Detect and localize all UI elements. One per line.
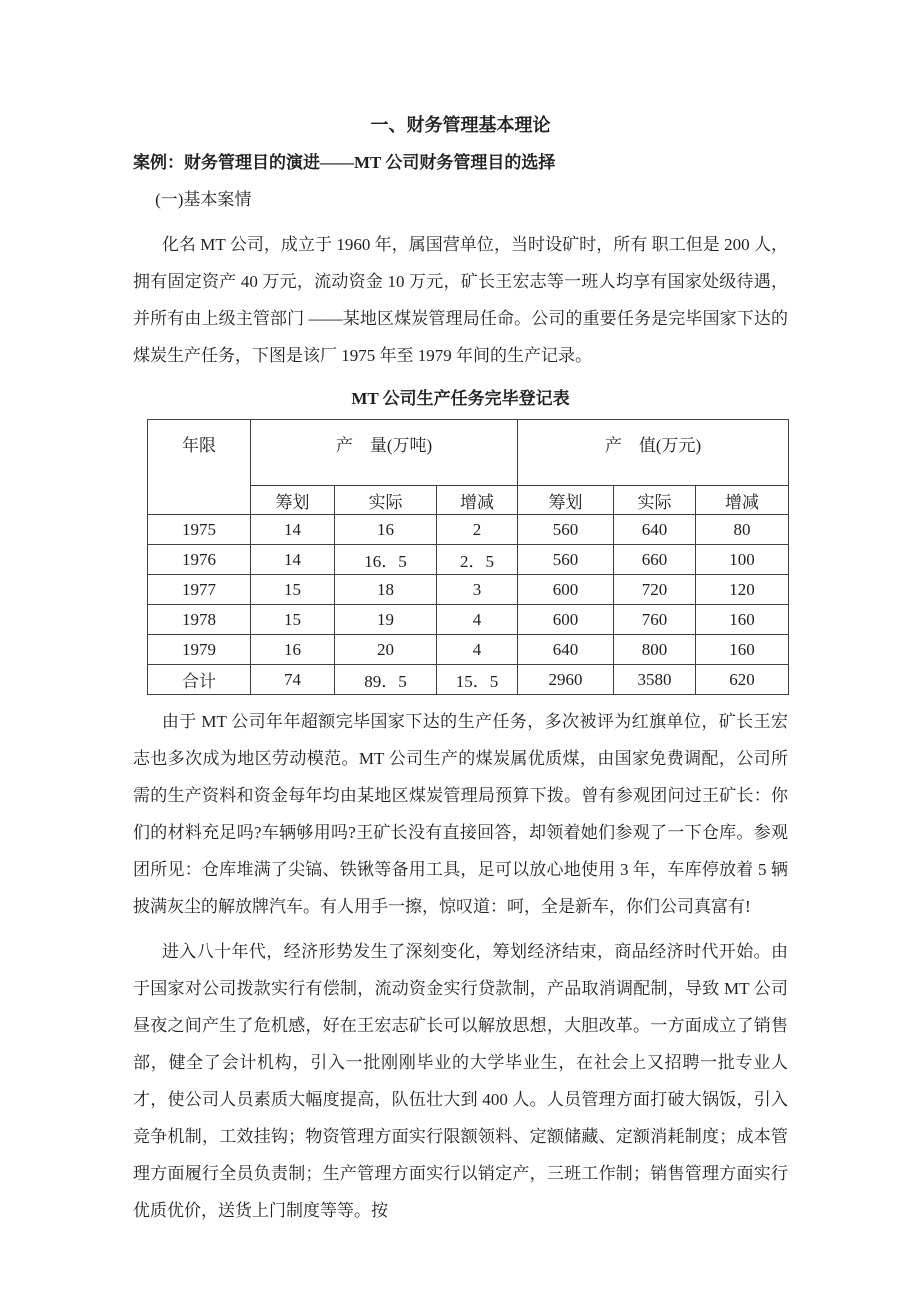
section-heading: (一)基本案情 <box>155 190 252 209</box>
table-cell: 15 <box>251 575 335 605</box>
table-cell: 16 <box>335 515 437 545</box>
table-header-value-group: 产 值(万元) <box>518 420 789 486</box>
table-cell: 620 <box>696 665 789 695</box>
table-cell: 660 <box>614 545 696 575</box>
table-cell: 2 <box>437 515 518 545</box>
document-title: 一、财务管理基本理论 <box>370 115 551 135</box>
table-cell: 3580 <box>614 665 696 695</box>
table-header-year: 年限 <box>148 420 251 515</box>
table-cell: 4 <box>437 605 518 635</box>
paragraph-1: 化名 MT 公司，成立于 1960 年，属国营单位，当时设矿时，所有 职工但是 200 人，拥有固定资产 40 万元，流动资金 10 万元，矿长王宏志等一班人均享有国家处级待遇，并所有由上级主管部门 ——某地区煤炭管理局任命。公司的重要任务是完毕国家下达的煤炭生产任务，下图是该厂 1975 年至 1979 年间的生产记录。 <box>133 235 788 365</box>
table-cell: 560 <box>518 545 614 575</box>
production-table <box>147 419 789 695</box>
case-heading <box>133 144 788 181</box>
table-cell: 20 <box>335 635 437 665</box>
table-cell: 100 <box>696 545 789 575</box>
table-cell: 1977 <box>148 575 251 605</box>
table-cell: 160 <box>696 605 789 635</box>
table-subheader: 实际 <box>614 486 696 515</box>
table-cell: 18 <box>335 575 437 605</box>
table-cell: 2．5 <box>437 545 518 575</box>
table-cell: 720 <box>614 575 696 605</box>
table-cell: 2960 <box>518 665 614 695</box>
table-cell: 16 <box>251 635 335 665</box>
table-cell: 1976 <box>148 545 251 575</box>
table-cell: 1975 <box>148 515 251 545</box>
table-subheader: 实际 <box>335 486 437 515</box>
table-cell: 合计 <box>148 665 251 695</box>
table-subheader: 增减 <box>696 486 789 515</box>
table-cell: 1978 <box>148 605 251 635</box>
table-cell: 89．5 <box>335 665 437 695</box>
table-cell: 15．5 <box>437 665 518 695</box>
table-cell: 640 <box>518 635 614 665</box>
case-label: 案例： <box>133 153 184 172</box>
case-title-text: 财务管理目的演进——MT 公司财务管理目的选择 <box>184 153 556 172</box>
table-subheader: 筹划 <box>251 486 335 515</box>
table-row <box>148 515 789 545</box>
table-header-volume-group: 产 量(万吨) <box>251 420 518 486</box>
table-cell: 760 <box>614 605 696 635</box>
table-cell: 19 <box>335 605 437 635</box>
table-cell: 16．5 <box>335 545 437 575</box>
table-cell: 600 <box>518 605 614 635</box>
table-cell: 640 <box>614 515 696 545</box>
paragraph-2: 由于 MT 公司年年超额完毕国家下达的生产任务，多次被评为红旗单位，矿长王宏志也多次成为地区劳动模范。MT 公司生产的煤炭属优质煤，由国家免费调配，公司所需的生产资料和资金每年均由某地区煤炭管理局预算下拨。曾有参观团问过王矿长：你们的材料充足吗?车辆够用吗?王矿长没有直接回答，却领着她们参观了一下仓库。参观团所见：仓库堆满了尖镐、铁锹等备用工具，足可以放心地使用 3 年，车库停放着 5 辆披满灰尘的解放牌汽车。有人用手一擦，惊叹道：呵，全是新车，你们公司真富有! <box>133 712 788 916</box>
table-cell: 560 <box>518 515 614 545</box>
table-cell: 120 <box>696 575 789 605</box>
table-row <box>148 545 789 575</box>
table-header-row-groups <box>148 420 789 486</box>
table-row-total <box>148 665 789 695</box>
table-row <box>148 635 789 665</box>
table-cell: 600 <box>518 575 614 605</box>
table-cell: 160 <box>696 635 789 665</box>
table-cell: 80 <box>696 515 789 545</box>
table-title: MT 公司生产任务完毕登记表 <box>351 389 570 408</box>
table-cell: 3 <box>437 575 518 605</box>
table-row <box>148 605 789 635</box>
table-row <box>148 575 789 605</box>
table-cell: 1979 <box>148 635 251 665</box>
table-cell: 4 <box>437 635 518 665</box>
table-subheader: 增减 <box>437 486 518 515</box>
table-subheader: 筹划 <box>518 486 614 515</box>
table-cell: 15 <box>251 605 335 635</box>
paragraph-3: 进入八十年代，经济形势发生了深刻变化，筹划经济结束，商品经济时代开始。由于国家对公司拨款实行有偿制，流动资金实行贷款制，产品取消调配制，导致 MT 公司昼夜之间产生了危机感，好在王宏志矿长可以解放思想，大胆改革。一方面成立了销售部，健全了会计机构，引入一批刚刚毕业的大学毕业生，在社会上又招聘一批专业人才，使公司人员素质大幅度提高，队伍壮大到 400 人。人员管理方面打破大锅饭，引入竞争机制，工效挂钩；物资管理方面实行限额领料、定额储藏、定额消耗制度；成本管理方面履行全员负责制；生产管理方面实行以销定产，三班工作制；销售管理方面实行优质优价，送货上门制度等等。按 <box>133 942 788 1220</box>
table-cell: 74 <box>251 665 335 695</box>
table-cell: 14 <box>251 515 335 545</box>
document-content <box>133 106 788 1229</box>
table-cell: 14 <box>251 545 335 575</box>
table-cell: 800 <box>614 635 696 665</box>
